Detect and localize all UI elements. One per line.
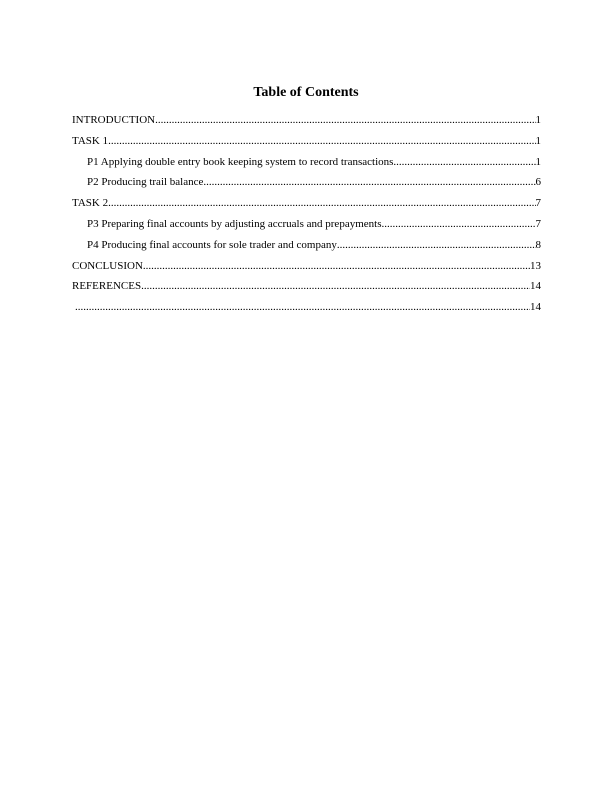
toc-dot-leader bbox=[143, 259, 530, 273]
toc-entry-label: TASK 1 bbox=[72, 134, 109, 147]
toc-title: Table of Contents bbox=[253, 85, 359, 100]
toc-dot-leader bbox=[381, 217, 535, 231]
toc-dot-leader bbox=[108, 134, 535, 148]
toc-dot-leader bbox=[203, 175, 535, 189]
toc-dot-leader bbox=[393, 155, 535, 169]
toc-entry-page: 1 bbox=[535, 114, 541, 126]
toc-entry-label: INTRODUCTION bbox=[72, 114, 156, 126]
toc-list bbox=[72, 113, 541, 321]
toc-entry-label: P1 Applying double entry book keeping system to record transactions bbox=[87, 155, 394, 168]
toc-entry-page: 8 bbox=[535, 238, 541, 251]
toc-entry-p3[interactable] bbox=[72, 217, 541, 238]
toc-entry-references[interactable] bbox=[72, 279, 541, 300]
toc-entry-page: 6 bbox=[535, 176, 541, 189]
toc-entry-page: 7 bbox=[535, 197, 541, 210]
toc-entry-label: P3 Preparing final accounts by adjusting accruals and prepayments bbox=[87, 217, 382, 230]
toc-dot-leader bbox=[155, 113, 535, 127]
toc-entry-page: 7 bbox=[535, 217, 541, 230]
toc-entry-conclusion[interactable] bbox=[72, 259, 541, 280]
toc-entry-page: 14 bbox=[530, 280, 541, 293]
toc-entry-p4[interactable] bbox=[72, 238, 541, 259]
toc-dot-leader bbox=[108, 196, 535, 210]
toc-entry-label: CONCLUSION bbox=[72, 259, 143, 272]
toc-entry-task-2[interactable] bbox=[72, 196, 541, 217]
toc-entry-untitled[interactable] bbox=[72, 300, 541, 321]
toc-entry-p2[interactable] bbox=[72, 175, 541, 196]
toc-dot-leader bbox=[337, 238, 536, 252]
toc-entry-label: REFERENCES bbox=[72, 280, 142, 293]
toc-entry-label: TASK 2 bbox=[72, 197, 109, 210]
toc-entry-task-1[interactable] bbox=[72, 134, 541, 155]
toc-entry-introduction[interactable] bbox=[72, 113, 541, 134]
toc-entry-page: 14 bbox=[530, 301, 541, 314]
toc-entry-page: 1 bbox=[535, 155, 541, 168]
toc-entry-page: 13 bbox=[530, 259, 541, 272]
toc-entry-label: P4 Producing final accounts for sole trader and company bbox=[87, 238, 337, 251]
toc-entry-page: 1 bbox=[535, 134, 541, 147]
toc-dot-leader bbox=[141, 279, 530, 293]
toc-entry-p1[interactable] bbox=[72, 155, 541, 176]
toc-entry-label: P2 Producing trail balance bbox=[87, 176, 204, 189]
toc-dot-leader bbox=[75, 300, 530, 314]
